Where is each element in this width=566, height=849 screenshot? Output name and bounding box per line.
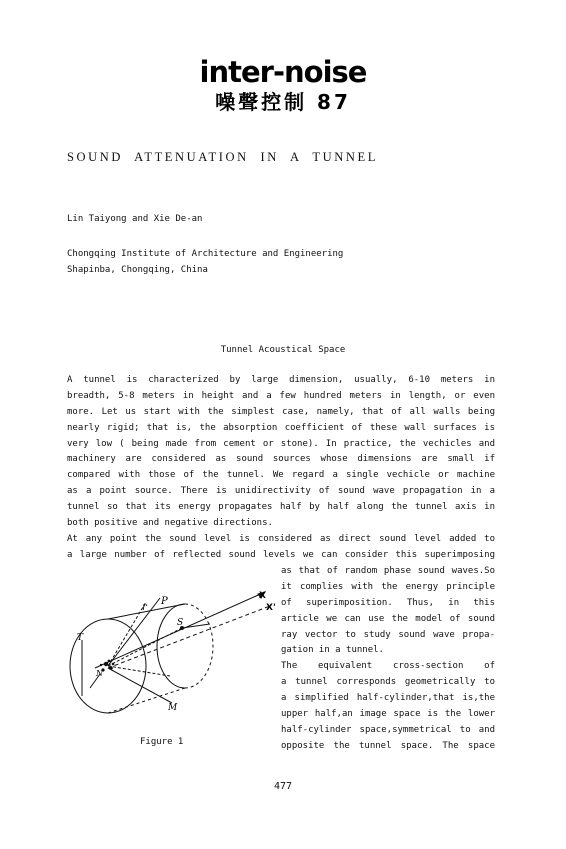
body-line: At any point the sound level is considered as direct sound level added to xyxy=(67,533,495,544)
body-line: machinery are considered as sound sources whose dimensions are small if xyxy=(67,454,495,465)
body-line: both positive and negative directions. xyxy=(67,518,273,529)
label-m: M xyxy=(168,703,178,713)
body-line: as a point source. There is unidirectivity of sound wave propagation in a xyxy=(67,486,495,497)
body-line: article we can use the model of sound xyxy=(281,613,495,624)
section-heading: Tunnel Acoustical Space xyxy=(220,345,346,355)
figure-caption: Figure 1 xyxy=(140,737,184,747)
tunnel-axis-xprime xyxy=(108,606,270,668)
paper-title: SOUND ATTENUATION IN A TUNNEL xyxy=(67,150,378,164)
body-line: of superimposition. Thus, in this xyxy=(281,597,495,608)
ray-line xyxy=(108,598,160,666)
body-line: as that of random phase sound waves.So xyxy=(281,566,495,576)
conference-logo-subtitle: 噪聲控制 87 xyxy=(215,90,351,114)
body-text-full-width xyxy=(67,373,495,564)
authors: Lin Taiyong and Xie De-an xyxy=(67,214,203,224)
body-line: very low ( being made from cement or stone). In practice, the vechicles and xyxy=(67,438,495,449)
label-t: T xyxy=(77,633,84,643)
label-x: X xyxy=(259,591,266,601)
page-number: 477 xyxy=(273,781,293,792)
body-line: half-cylinder space,symmetrical to and xyxy=(281,724,495,735)
body-line: upper half,an image space is the lower xyxy=(281,709,495,720)
ray-to-m xyxy=(108,668,172,703)
label-p: P xyxy=(161,596,168,607)
body-line: nearly rigid; that is, the absorption coefficient of these wall surfaces is xyxy=(67,422,495,433)
body-line: compared with those of the tunnel. We regard a single vechicle or machine xyxy=(67,470,495,481)
body-line: breadth, 5-8 meters in height and a few hundred meters in length, or even xyxy=(67,390,495,401)
body-line: The equivalent cross-section of xyxy=(281,661,495,672)
body-line: more. Let us start with the simplest case, namely, that of all walls being xyxy=(67,406,495,417)
body-line: it complies with the energy principle xyxy=(281,581,495,592)
body-line: gation in a tunnel. xyxy=(281,645,384,656)
affiliation-line-2: Shapinba, Chongqing, China xyxy=(67,265,208,275)
body-line: tunnel so that its energy propagates half by half along the tunnel axis in xyxy=(67,502,495,513)
label-n: N xyxy=(96,669,103,678)
body-text-right-column xyxy=(281,564,495,755)
body-line: A tunnel is characterized by large dimension, usually, 6-10 meters in xyxy=(67,375,495,385)
affiliation-line-1: Chongqing Institute of Architecture and Engineering xyxy=(67,249,344,259)
figure-1-tunnel-diagram xyxy=(60,588,285,733)
body-line: ray vector to study sound wave propa- xyxy=(281,629,495,640)
ray-line xyxy=(182,624,210,628)
body-line: a tunnel corresponds geometrically to xyxy=(281,677,495,688)
tunnel-axis-x xyxy=(95,592,265,668)
body-line: a large number of reflected sound levels we can consider this superimposing xyxy=(67,549,495,560)
label-xprime: X' xyxy=(266,603,276,613)
conference-logo: inter-noise xyxy=(199,55,367,89)
body-line: a simplified half-cylinder,that is,the xyxy=(281,693,495,704)
label-r: r xyxy=(142,602,147,613)
tunnel-right-end xyxy=(157,604,185,688)
body-line: opposite the tunnel space. The space xyxy=(281,740,495,751)
label-s: S xyxy=(177,618,184,628)
